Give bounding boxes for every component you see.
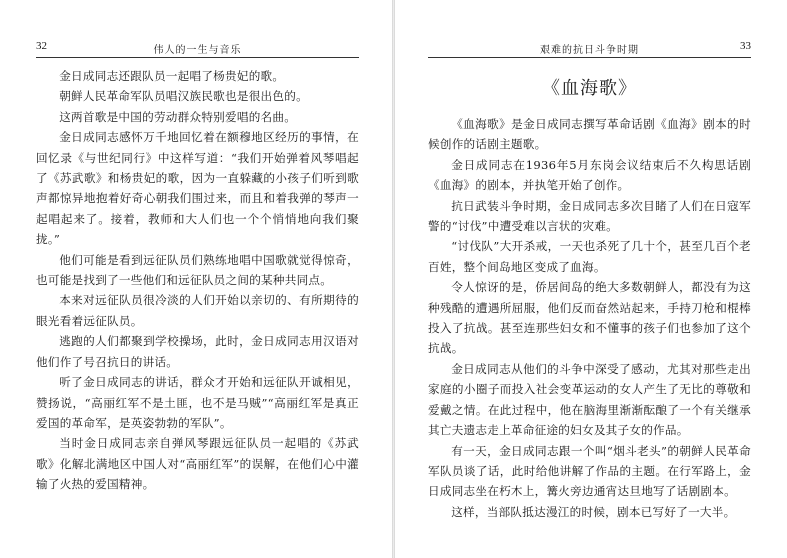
- paragraph: 逃跑的人们都聚到学校操场，此时，金日成同志用汉语对他们作了号召抗日的讲话。: [36, 334, 359, 369]
- paragraph: 朝鲜人民革命军队员唱汉族民歌也是很出色的。: [59, 89, 308, 104]
- right-header-rule: [428, 57, 751, 58]
- paragraph: 这样，当部队抵达漫江的时候，剧本已写好了一大半。: [451, 504, 736, 519]
- right-page: [394, 0, 787, 558]
- paragraph: “讨伐队”大开杀戒，一天也杀死了几十个，甚至几百个老百姓，整个间岛地区变成了血海。: [428, 239, 751, 274]
- left-page-header: [36, 40, 359, 56]
- right-page-body: [428, 66, 751, 522]
- paragraph: 金日成同志还跟队员一起唱了杨贵妃的歌。: [59, 69, 285, 83]
- paragraph: 他们可能是看到远征队员们熟练地唱中国歌就觉得惊奇，也可能是找到了一些他们和远征队员之间的某种共同点。: [36, 252, 359, 288]
- paragraph: 有一天，金日成同志跟一个叫“烟斗老头”的朝鲜人民革命军队员谈了话，此时给他讲解了作品的主题。在行军路上，金日成同志坐在朽木上，篝火旁边通宵达旦地写了话剧剧本。: [428, 443, 751, 499]
- left-header-rule: [36, 57, 359, 58]
- paragraph: 听了金日成同志的讲话，群众才开始和远征队开诚相见，赞扬说，“高丽红军不是土匪，也不是马贼”“高丽红军是真正爱国的革命军，是英姿勃勃的军队”。: [36, 375, 359, 430]
- paragraph: 金日成同志感怀万千地回忆着在额穆地区经历的事情，在回忆录《与世纪同行》中这样写道：“我们开始弹着风琴唱起了《苏武歌》和杨贵妃的歌，因为一直躲藏的小孩子们听到歌声都惊异地抱着好奇心朝我们围过来，而且和着我弹的琴声一起唱起来了。接着，教师和大人们也一个个悄悄地向我们聚拢。”: [36, 130, 359, 247]
- left-page-body: [36, 66, 359, 495]
- paragraph: 抗日武装斗争时期，金日成同志多次目睹了人们在日寇军警的“讨伐”中遭受难以言状的灾难。: [428, 198, 751, 234]
- left-page-number: 32: [36, 40, 47, 52]
- paragraph: 令人惊讶的是，侨居间岛的绝大多数朝鲜人，都没有为这种残酷的遭遇所屈服，他们反而奋然站起来，手持刀枪和棍棒投入了抗战。甚至连那些妇女和不懂事的孩子们也参加了这个抗战。: [428, 280, 751, 356]
- paragraph: 当时金日成同志亲自弹风琴跟远征队员一起唱的《苏武歌》化解北满地区中国人对“高丽红军”的误解，在他们心中灌输了火热的爱国精神。: [36, 436, 359, 492]
- right-page-number: 33: [740, 40, 751, 52]
- right-page-header: [428, 40, 751, 56]
- chapter-title: 《血海歌》: [542, 78, 637, 99]
- paragraph: 《血海歌》是金日成同志撰写革命话剧《血海》剧本的时候创作的话剧主题歌。: [428, 117, 751, 152]
- paragraph: 本来对远征队员很冷淡的人们开始以亲切的、有所期待的眼光看着远征队员。: [36, 293, 359, 328]
- left-running-title: 伟人的一生与音乐: [153, 45, 242, 56]
- paragraph: 金日成同志从他们的斗争中深受了感动，尤其对那些走出家庭的小圈子而投入社会变革运动的女人产生了无比的尊敬和爱戴之情。在此过程中，他在脑海里渐渐酝酿了一个有关继承其亡夫遗志走上革命征途的妇女及其子女的作品。: [428, 361, 751, 438]
- right-running-title: 艰难的抗日斗争时期: [540, 45, 639, 56]
- paragraph: 这两首歌是中国的劳动群众特别爱唱的名曲。: [59, 109, 297, 124]
- left-page: [0, 0, 393, 558]
- paragraph: 金日成同志在1936年5月东岗会议结束后不久构思话剧《血海》的剧本，并执笔开始了创作。: [428, 157, 751, 193]
